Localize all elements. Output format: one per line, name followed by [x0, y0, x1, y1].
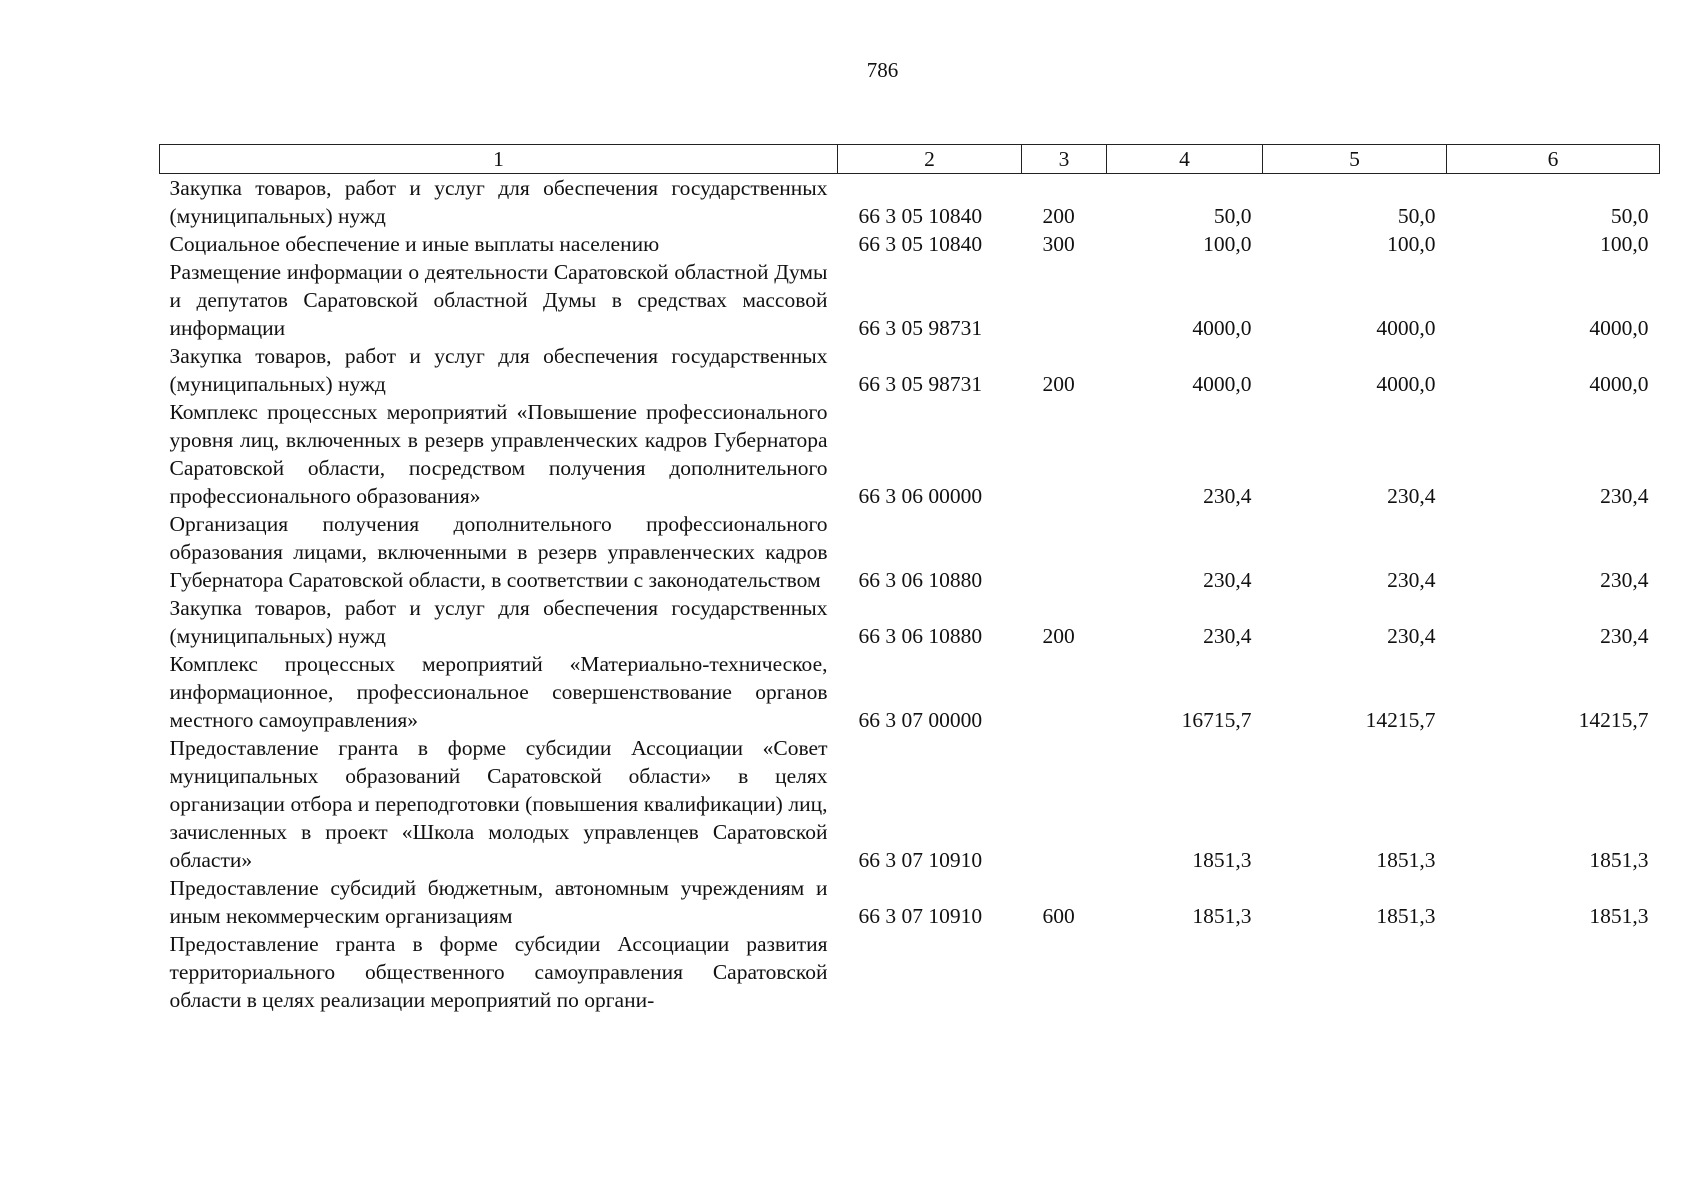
row-target-code: 66 3 06 10880	[858, 624, 983, 648]
row-value-col4	[1107, 930, 1263, 1014]
table-row	[160, 734, 1660, 874]
row-name: Закупка товаров, работ и услуг для обеспечения государственных (муниципальных) нужд	[169, 344, 828, 396]
table-row	[160, 510, 1660, 594]
row-value-col6: 1851,3	[1589, 904, 1649, 928]
row-name: Комплекс процессных мероприятий «Повышение профессионального уровня лиц, включенных в резерв управленческих кадров Губернатора Саратовской области, посредством получения дополнительного профессионального образования»	[169, 400, 828, 508]
row-expense-type	[1022, 258, 1107, 342]
row-value-col5: 50,0	[1397, 204, 1436, 228]
table-row	[160, 342, 1660, 398]
row-target-code	[838, 930, 1022, 1014]
row-value-col4: 16715,7	[1181, 708, 1252, 732]
row-target-code: 66 3 06 10880	[858, 568, 983, 592]
row-value-col6: 1851,3	[1589, 848, 1649, 872]
row-value-col5: 1851,3	[1376, 848, 1436, 872]
row-value-col4: 4000,0	[1192, 372, 1252, 396]
row-value-col6	[1447, 930, 1660, 1014]
row-value-col4: 230,4	[1203, 484, 1252, 508]
row-name: Закупка товаров, работ и услуг для обеспечения государственных (муниципальных) нужд	[169, 596, 828, 648]
row-name: Предоставление гранта в форме субсидии Ассоциации «Совет муниципальных образований Саратовской области» в целях организации отбора и переподготовки (повышения квалификации) лиц, зачисленных в проект «Школа молодых управленцев Саратовской области»	[169, 736, 828, 872]
table-row	[160, 230, 1660, 258]
row-value-col4: 50,0	[1213, 204, 1252, 228]
row-expense-type	[1022, 510, 1107, 594]
row-target-code: 66 3 07 10910	[858, 904, 983, 928]
row-value-col6: 4000,0	[1589, 372, 1649, 396]
budget-table	[159, 144, 1660, 1014]
column-numbers-header-row	[160, 145, 1660, 174]
row-value-col4: 100,0	[1203, 232, 1252, 256]
page-number: 786	[866, 58, 899, 82]
row-name: Закупка товаров, работ и услуг для обеспечения государственных (муниципальных) нужд	[169, 176, 828, 228]
row-target-code: 66 3 05 98731	[858, 316, 983, 340]
row-name: Организация получения дополнительного профессионального образования лицами, включенными в резерв управленческих кадров Губернатора Саратовской области, в соответствии с законодательством	[169, 512, 828, 592]
row-value-col6: 14215,7	[1578, 708, 1649, 732]
row-value-col4: 230,4	[1203, 624, 1252, 648]
row-value-col5	[1263, 930, 1447, 1014]
row-value-col5: 230,4	[1387, 568, 1436, 592]
row-expense-type: 200	[1042, 372, 1075, 396]
row-expense-type	[1022, 930, 1107, 1014]
row-target-code: 66 3 06 00000	[858, 484, 983, 508]
row-target-code: 66 3 07 00000	[858, 708, 983, 732]
row-name: Социальное обеспечение и иные выплаты населению	[169, 232, 660, 256]
row-value-col4: 230,4	[1203, 568, 1252, 592]
column-header-5: 5	[1263, 145, 1447, 174]
row-expense-type: 200	[1042, 624, 1075, 648]
column-header-4: 4	[1107, 145, 1263, 174]
row-value-col6: 100,0	[1600, 232, 1649, 256]
row-name: Предоставление субсидий бюджетным, автономным учреждениям и иным некоммерческим организациям	[169, 876, 828, 928]
row-value-col5: 230,4	[1387, 624, 1436, 648]
column-header-3: 3	[1022, 145, 1107, 174]
table-row	[160, 650, 1660, 734]
row-expense-type: 600	[1042, 904, 1075, 928]
table-row	[160, 258, 1660, 342]
row-value-col6: 230,4	[1600, 624, 1649, 648]
row-value-col4: 1851,3	[1192, 848, 1252, 872]
row-value-col5: 4000,0	[1376, 316, 1436, 340]
row-name: Предоставление гранта в форме субсидии Ассоциации развития территориального общественного самоуправления Саратовской области в целях реализации мероприятий по органи-	[169, 932, 828, 1012]
column-header-2: 2	[838, 145, 1022, 174]
row-value-col5: 1851,3	[1376, 904, 1436, 928]
row-expense-type	[1022, 734, 1107, 874]
table-row	[160, 930, 1660, 1014]
table-row	[160, 874, 1660, 930]
row-value-col5: 100,0	[1387, 232, 1436, 256]
row-target-code: 66 3 05 10840	[858, 204, 983, 228]
row-expense-type: 300	[1042, 232, 1075, 256]
row-value-col5: 14215,7	[1365, 708, 1436, 732]
row-value-col6: 230,4	[1600, 484, 1649, 508]
row-expense-type: 200	[1042, 204, 1075, 228]
row-value-col5: 230,4	[1387, 484, 1436, 508]
table-row	[160, 594, 1660, 650]
row-name: Размещение информации о деятельности Саратовской областной Думы и депутатов Саратовской областной Думы в средствах массовой информации	[169, 260, 828, 340]
row-value-col6: 50,0	[1610, 204, 1649, 228]
table-row	[160, 398, 1660, 510]
row-value-col5: 4000,0	[1376, 372, 1436, 396]
row-value-col6: 4000,0	[1589, 316, 1649, 340]
row-value-col4: 1851,3	[1192, 904, 1252, 928]
row-target-code: 66 3 07 10910	[858, 848, 983, 872]
row-target-code: 66 3 05 10840	[858, 232, 983, 256]
row-value-col4: 4000,0	[1192, 316, 1252, 340]
column-header-6: 6	[1447, 145, 1660, 174]
row-target-code: 66 3 05 98731	[858, 372, 983, 396]
row-value-col6: 230,4	[1600, 568, 1649, 592]
row-expense-type	[1022, 398, 1107, 510]
row-expense-type	[1022, 650, 1107, 734]
row-name: Комплекс процессных мероприятий «Материально-техническое, информационное, профессиональное совершенствование органов местного самоуправления»	[169, 652, 828, 732]
column-header-1: 1	[160, 145, 838, 174]
table-row	[160, 174, 1660, 231]
